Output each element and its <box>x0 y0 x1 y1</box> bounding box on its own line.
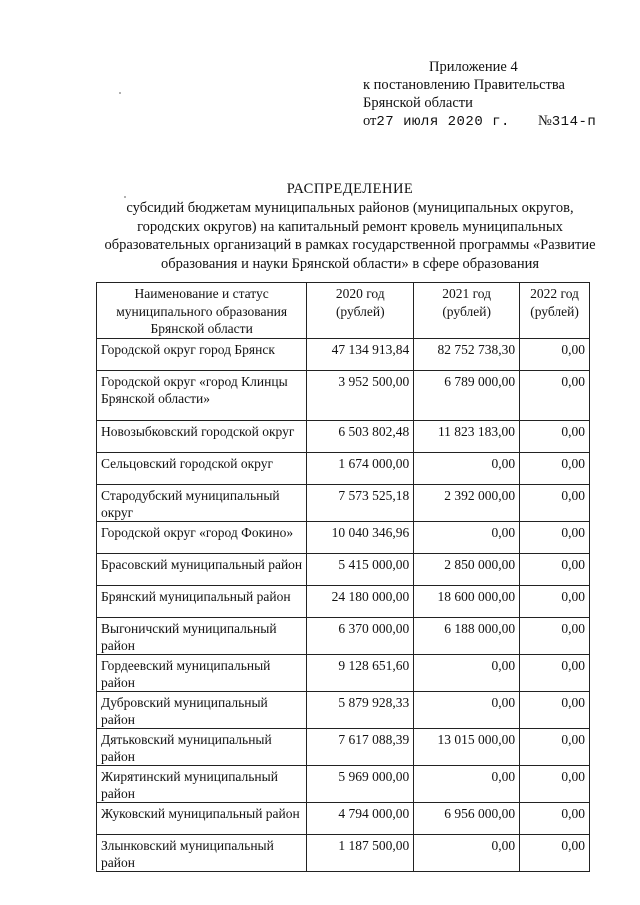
amount-2020: 24 180 000,00 <box>307 585 414 617</box>
scan-speck <box>119 92 121 94</box>
amount-2022: 0,00 <box>520 654 590 691</box>
amount-2020: 1 187 500,00 <box>307 834 414 871</box>
amount-2020: 7 617 088,39 <box>307 728 414 765</box>
number-prefix: № <box>537 113 552 129</box>
amount-2022: 0,00 <box>520 553 590 585</box>
amount-2021: 0,00 <box>414 654 520 691</box>
table-row <box>97 765 590 802</box>
amount-2020: 9 128 651,60 <box>307 654 414 691</box>
amount-2021: 6 956 000,00 <box>414 802 520 834</box>
resolution-number-stamp: 314-п <box>551 114 597 130</box>
amount-2022: 0,00 <box>520 585 590 617</box>
table-row <box>97 338 590 370</box>
amount-2022: 0,00 <box>520 691 590 728</box>
amount-2020: 6 503 802,48 <box>307 420 414 452</box>
municipality-name: Новозыбковский городской округ <box>97 420 307 452</box>
table-row <box>97 484 590 521</box>
header-year-2021: 2021 год (рублей) <box>414 283 520 339</box>
amount-2021: 6 789 000,00 <box>414 370 520 420</box>
table-row <box>97 728 590 765</box>
table-row <box>97 691 590 728</box>
amount-2020: 1 674 000,00 <box>307 452 414 484</box>
municipality-name: Дубровский муниципальный район <box>97 691 307 728</box>
table-row <box>97 585 590 617</box>
municipality-name: Злынковский муниципальный район <box>97 834 307 871</box>
municipality-name: Сельцовский городской округ <box>97 452 307 484</box>
amount-2020: 5 969 000,00 <box>307 765 414 802</box>
municipality-name: Жуковский муниципальный район <box>97 802 307 834</box>
amount-2020: 4 794 000,00 <box>307 802 414 834</box>
amount-2021: 0,00 <box>414 452 520 484</box>
table-row <box>97 654 590 691</box>
appendix-reference: к постановлению Правительства <box>363 77 565 93</box>
amount-2020: 6 370 000,00 <box>307 617 414 654</box>
amount-2020: 5 415 000,00 <box>307 553 414 585</box>
document-subtitle: субсидий бюджетам муниципальных районов (муниципальных округов, городских округов) на капитальный ремонт кровель муниципальных образовательных организаций в рамках государственной программы «Развитие образования и науки Брянской области» в сфере образования <box>104 200 596 272</box>
municipality-name: Городской округ «город Фокино» <box>97 521 307 553</box>
distribution-table <box>96 282 590 872</box>
table-row <box>97 420 590 452</box>
amount-2020: 7 573 525,18 <box>307 484 414 521</box>
amount-2021: 0,00 <box>414 691 520 728</box>
document-title: РАСПРЕДЕЛЕНИЕ <box>286 181 414 197</box>
amount-2021: 0,00 <box>414 521 520 553</box>
amount-2021: 2 392 000,00 <box>414 484 520 521</box>
amount-2022: 0,00 <box>520 765 590 802</box>
appendix-number: Приложение 4 <box>429 59 518 75</box>
amount-2022: 0,00 <box>520 834 590 871</box>
table-header-row <box>97 283 590 339</box>
amount-2022: 0,00 <box>520 521 590 553</box>
amount-2022: 0,00 <box>520 338 590 370</box>
amount-2020: 47 134 913,84 <box>307 338 414 370</box>
municipality-name: Брасовский муниципальный район <box>97 553 307 585</box>
amount-2021: 0,00 <box>414 765 520 802</box>
resolution-date-stamp: 27 июля 2020 г. <box>376 114 510 130</box>
amount-2022: 0,00 <box>520 370 590 420</box>
table-row <box>97 521 590 553</box>
municipality-name: Стародубский муниципальный округ <box>97 484 307 521</box>
amount-2020: 10 040 346,96 <box>307 521 414 553</box>
appendix-region: Брянской области <box>363 95 473 111</box>
amount-2021: 6 188 000,00 <box>414 617 520 654</box>
header-municipality: Наименование и статус муниципального образования Брянской области <box>97 283 307 339</box>
municipality-name: Городской округ «город Клинцы Брянской области» <box>97 370 307 420</box>
table-row <box>97 617 590 654</box>
municipality-name: Дятьковский муниципальный район <box>97 728 307 765</box>
amount-2022: 0,00 <box>520 484 590 521</box>
amount-2020: 5 879 928,33 <box>307 691 414 728</box>
municipality-name: Брянский муниципальный район <box>97 585 307 617</box>
table-row <box>97 553 590 585</box>
appendix-header <box>363 58 623 131</box>
amount-2021: 18 600 000,00 <box>414 585 520 617</box>
amount-2021: 11 823 183,00 <box>414 420 520 452</box>
amount-2021: 82 752 738,30 <box>414 338 520 370</box>
municipality-name: Жирятинский муниципальный район <box>97 765 307 802</box>
amount-2021: 2 850 000,00 <box>414 553 520 585</box>
amount-2022: 0,00 <box>520 420 590 452</box>
scan-speck <box>124 196 126 198</box>
amount-2022: 0,00 <box>520 728 590 765</box>
appendix-date-line <box>363 112 623 131</box>
amount-2022: 0,00 <box>520 452 590 484</box>
municipality-name: Выгоничский муниципальный район <box>97 617 307 654</box>
amount-2020: 3 952 500,00 <box>307 370 414 420</box>
amount-2021: 13 015 000,00 <box>414 728 520 765</box>
table-row <box>97 370 590 420</box>
amount-2022: 0,00 <box>520 617 590 654</box>
date-prefix: от <box>363 113 377 129</box>
header-year-2020: 2020 год (рублей) <box>307 283 414 339</box>
table-row <box>97 802 590 834</box>
municipality-name: Городской округ город Брянск <box>97 338 307 370</box>
header-year-2022: 2022 год (рублей) <box>520 283 590 339</box>
amount-2022: 0,00 <box>520 802 590 834</box>
amount-2021: 0,00 <box>414 834 520 871</box>
table-row <box>97 834 590 871</box>
municipality-name: Гордеевский муниципальный район <box>97 654 307 691</box>
table-row <box>97 452 590 484</box>
